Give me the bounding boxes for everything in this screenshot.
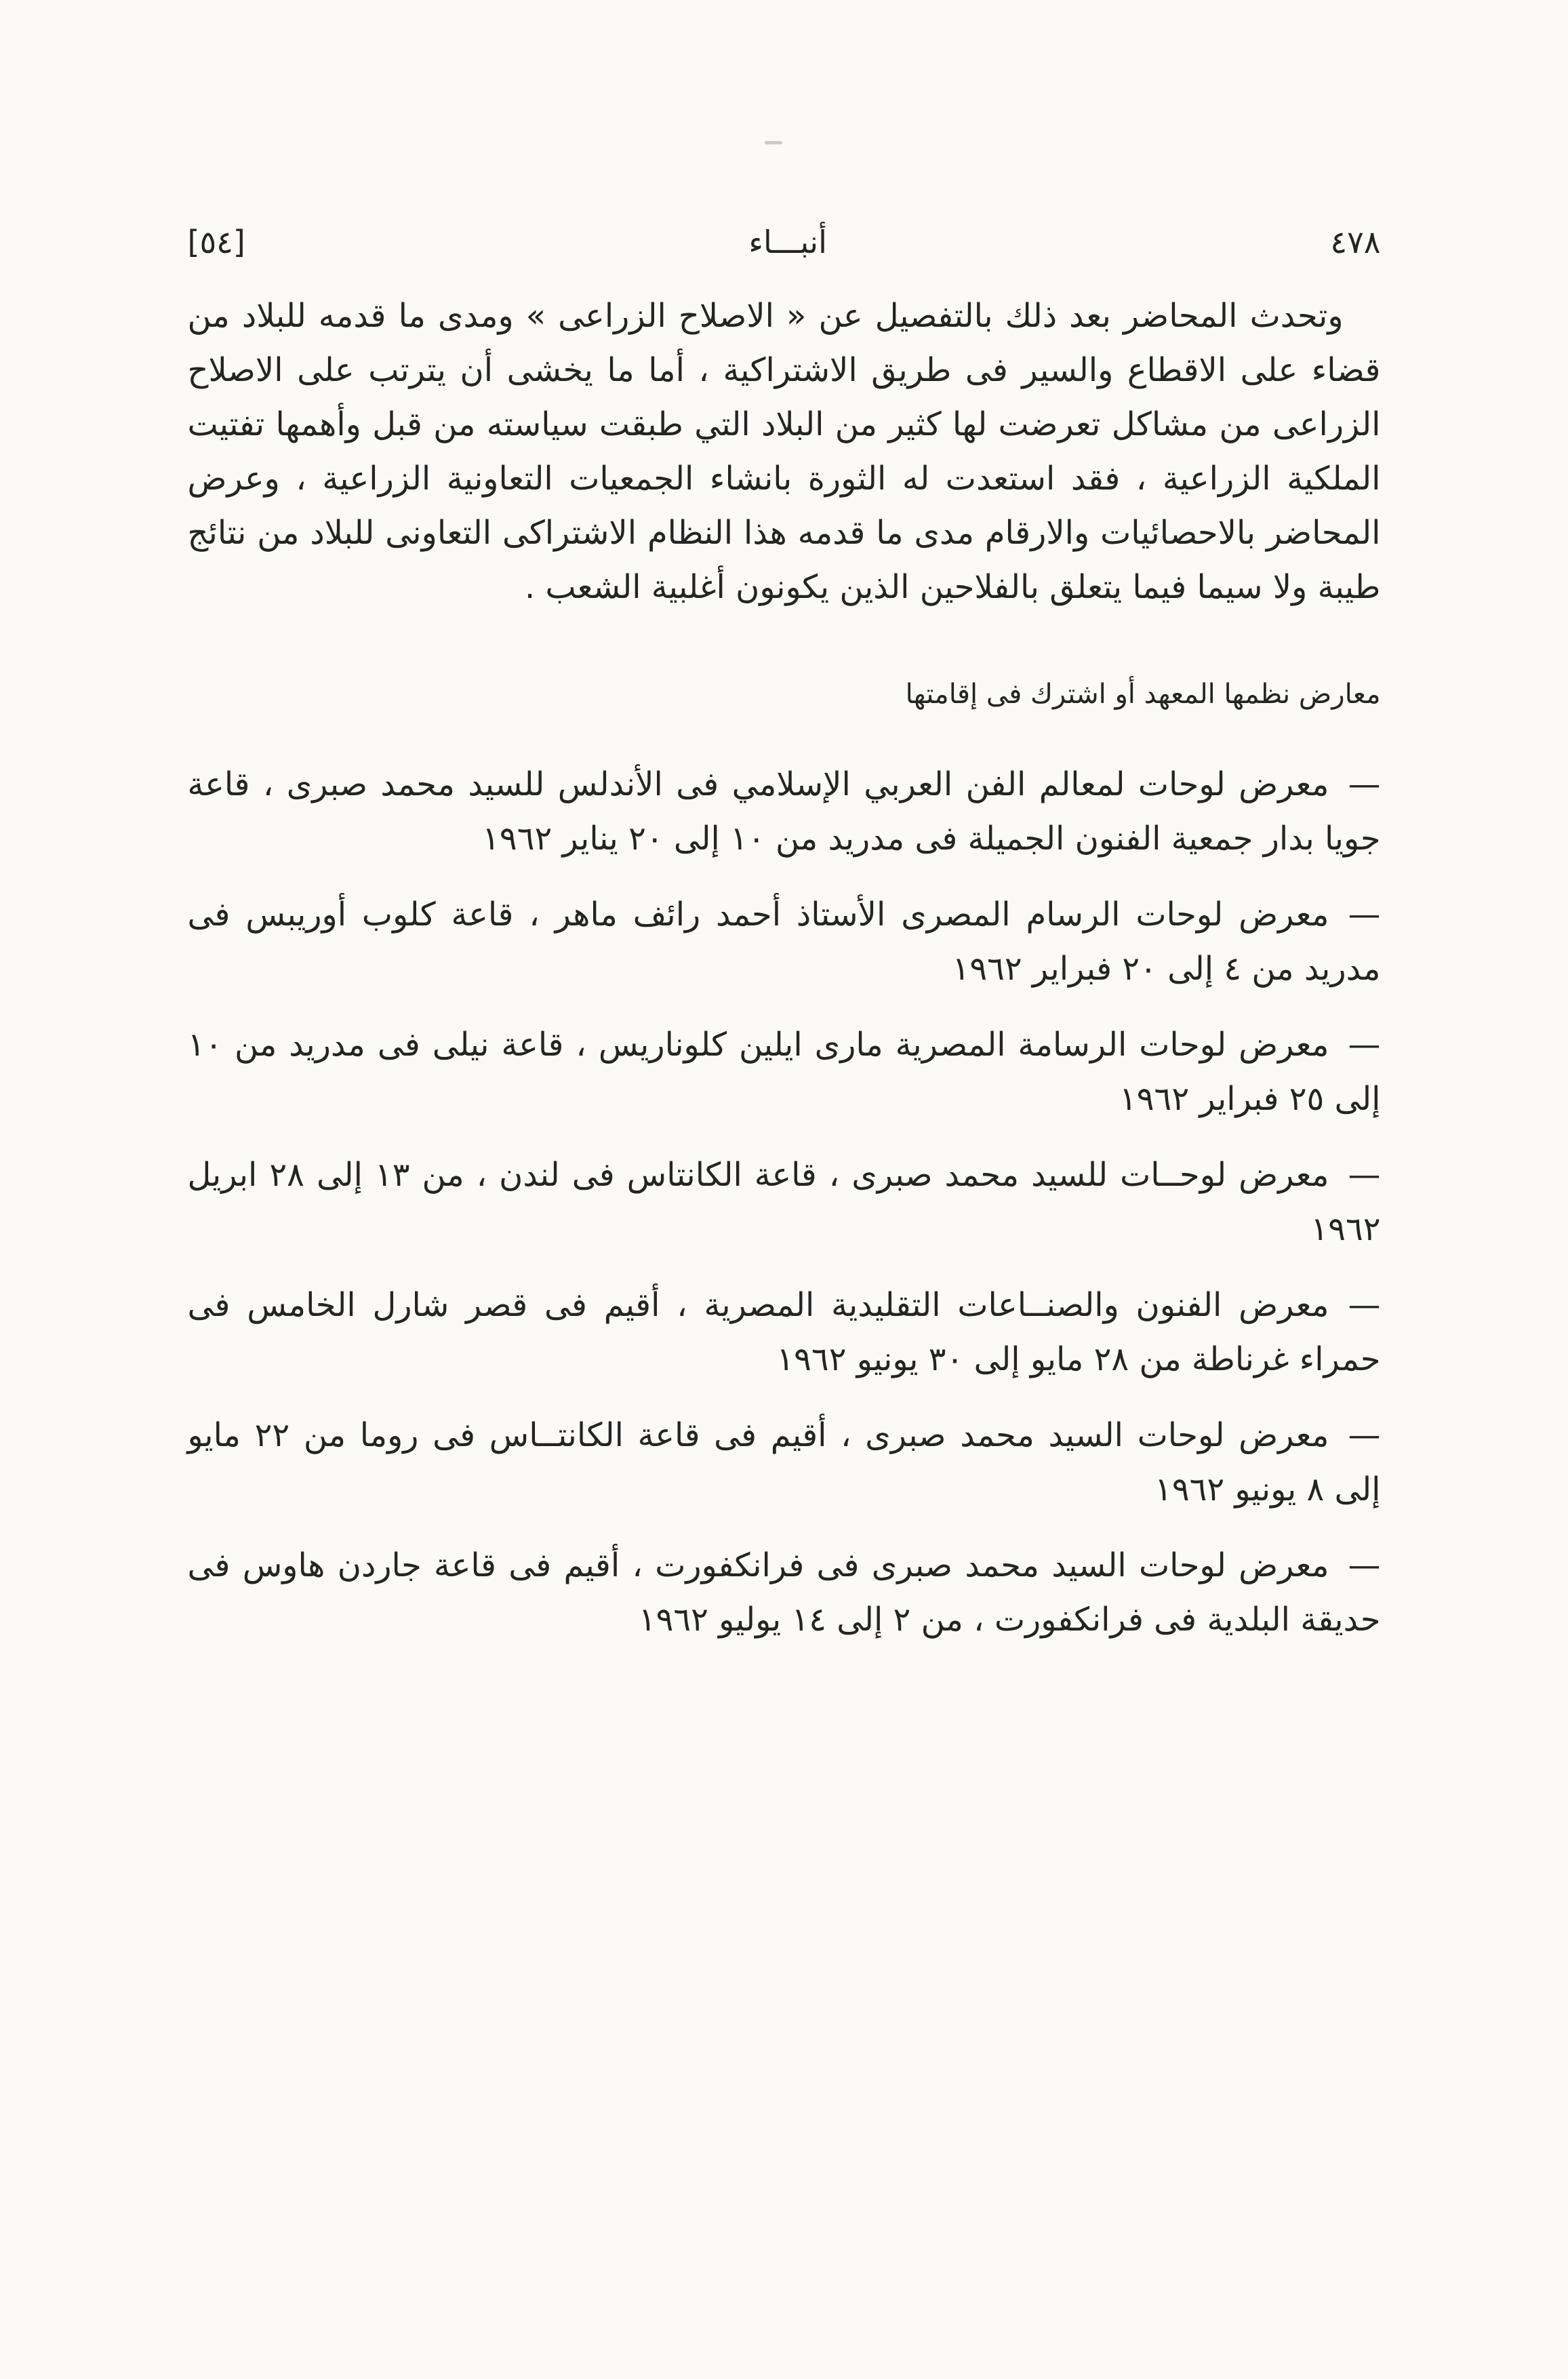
list-dash: — — [1348, 896, 1381, 934]
page-number: ٤٧٨ — [1330, 224, 1381, 260]
list-item-text: معرض لوحات السيد محمد صبرى ، أقيم فى قاعة الكانتــاس فى روما من ٢٢ مايو إلى ٨ يونيو ١٩٦٢ — [187, 1416, 1381, 1508]
list-item — [188, 1538, 1381, 1647]
list-dash: — — [1348, 1156, 1381, 1194]
scan-artifact — [765, 141, 782, 144]
list-item — [188, 1408, 1381, 1517]
page-content — [188, 0, 1381, 1647]
list-dash: — — [1348, 1286, 1381, 1324]
list-item-text: معرض لوحات لمعالم الفن العربي الإسلامي فى الأندلس للسيد محمد صبرى ، قاعة جويا بدار جمعية الفنون الجميلة فى مدريد من ١٠ إلى ٢٠ يناير ١٩٦٢ — [187, 765, 1381, 858]
list-item — [188, 1278, 1381, 1386]
list-item-text: معرض لوحات الرسام المصرى الأستاذ أحمد رائف ماهر ، قاعة كلوب أوريبس فى مدريد من ٤ إلى ٢٠ فبراير ١٩٦٢ — [187, 896, 1381, 988]
list-dash: — — [1348, 765, 1381, 803]
list-item-text: معرض لوحات الرسامة المصرية مارى ايلين كلوناريس ، قاعة نيلى فى مدريد من ١٠ إلى ٢٥ فبراير ١٩٦٢ — [187, 1026, 1381, 1118]
list-item-text: معرض الفنون والصنــاعات التقليدية المصرية ، أقيم فى قصر شارل الخامس فى حمراء غرناطة من ٢٨ مايو إلى ٣٠ يونيو ١٩٦٢ — [187, 1286, 1381, 1378]
list-item — [188, 1148, 1381, 1256]
page-header — [188, 224, 1381, 260]
section-heading: معارض نظمها المعهد أو اشترك فى إقامتها — [905, 679, 1381, 710]
list-item-text: معرض لوحات السيد محمد صبرى فى فرانكفورت ، أقيم فى قاعة جاردن هاوس فى حديقة البلدية فى فرانكفورت ، من ٢ إلى ١٤ يوليو ١٩٦٢ — [187, 1546, 1381, 1639]
issue-number: [٥٤] — [187, 224, 245, 260]
list-item — [188, 887, 1381, 996]
list-item-text: معرض لوحــات للسيد محمد صبرى ، قاعة الكانتاس فى لندن ، من ١٣ إلى ٢٨ ابريل ١٩٦٢ — [187, 1156, 1381, 1248]
list-item — [188, 757, 1381, 866]
intro-paragraph: وتحدث المحاضر بعد ذلك بالتفصيل عن « الاصلاح الزراعى » ومدى ما قدمه للبلاد من قضاء على الاقطاع والسير فى طريق الاشتراكية ، أما ما يخشى أن يترتب على الاصلاح الزراعى من مشاكل تعرضت لها كثير من البلاد التي طبقت سياسته من قبل وأهمها تفتيت الملكية الزراعية ، فقد استعدت له الثورة بانشاء الجمعيات التعاونية الزراعية ، وعرض المحاضر بالاحصائيات والارقام مدى ما قدمه هذا النظام الاشتراكى التعاونى للبلاد من نتائج طيبة ولا سيما فيما يتعلق بالفلاحين الذين يكونون أغلبية الشعب . — [187, 297, 1381, 606]
list-dash: — — [1348, 1546, 1381, 1584]
list-dash: — — [1348, 1416, 1381, 1454]
list-dash: — — [1348, 1026, 1381, 1064]
list-item — [188, 1018, 1381, 1126]
exhibitions-list — [188, 757, 1381, 1647]
page-title: أنبـــاء — [748, 224, 827, 260]
